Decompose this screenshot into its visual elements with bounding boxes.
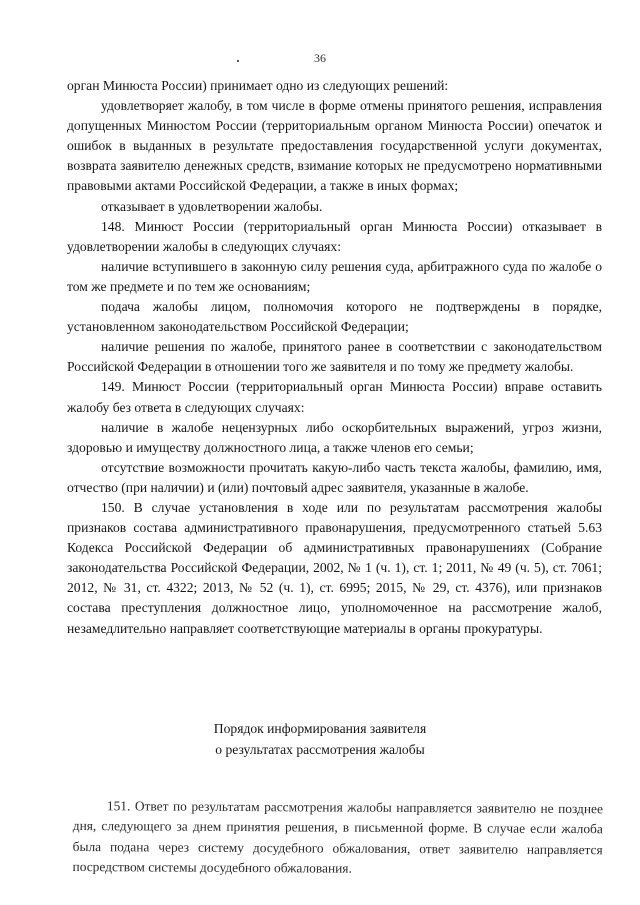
paragraph: отказывает в удовлетворении жалобы.: [101, 198, 323, 214]
paragraph: 150. В случае установления в ходе или по результатам рассмотрения жалобы признаков состава административного правонарушения, предусмотренного статьей 5.63 Кодекса Российской Федерации об административных правонарушениях (Собрание законодательства Российской Федерации, 2002, № 1 (ч. 1), ст. 1; 2011, № 49 (ч. 5), ст. 7061; 2012, № 31, ст. 4322; 2013, № 52 (ч. 1), ст. 6995; 2015, № 29, ст. 4376), или признаков состава преступления должностное лицо, уполномоченное на рассмотрение жалоб, незамедлительно направляет соответствующие материалы в органы прокуратуры.: [67, 499, 602, 636]
paragraph: 148. Минюст России (территориальный орган Минюста России) отказывает в удовлетворении жалобы в следующих случаях:: [67, 218, 602, 254]
paragraph: 149. Минюст России (территориальный орган Минюста России) вправе оставить жалобу без ответа в следующих случаях:: [67, 379, 602, 415]
scan-speck: [237, 60, 239, 62]
section-heading-line: Порядок информирования заявителя: [213, 721, 427, 736]
paragraph: удовлетворяет жалобу, в том числе в форме отмены принятого решения, исправления допущенных Минюстом России (территориальным органом Минюста России) опечаток и ошибок в выданных в результате предоставления государственной услуги документах, возврата заявителю денежных средств, взимание которых не предусмотрено нормативными правовыми актами Российской Федерации, а также в иных формах;: [67, 98, 602, 194]
section-heading-line: о результатах рассмотрения жалобы: [215, 742, 425, 757]
section-heading: [0, 718, 640, 760]
page-number: 36: [314, 51, 326, 65]
paragraph: орган Минюста России) принимает одно из следующих решений:: [67, 78, 449, 93]
paragraph: наличие вступившего в законную силу решения суда, арбитражного суда по жалобе о том же предмете и по тем же основаниям;: [67, 258, 602, 294]
paragraph: отсутствие возможности прочитать какую-либо часть текста жалобы, фамилию, имя, отчество (при наличии) и (или) почтовый адрес заявителя, указанные в жалобе.: [67, 459, 602, 495]
final-section: [73, 796, 603, 881]
paragraph: наличие в жалобе нецензурных либо оскорбительных выражений, угроз жизни, здоровью и имуществу должностного лица, а также членов его семьи;: [67, 419, 602, 455]
paragraph: подача жалобы лицом, полномочия которого не подтверждены в порядке, установленном законодательством Российской Федерации;: [67, 299, 602, 335]
paragraph: 151. Ответ по результатам рассмотрения жалобы направляется заявителю не позднее дня, следующего за днем принятия решения, в письменной форме. В случае если жалоба была подана через систему досудебного обжалования, ответ заявителю направляется посредством системы досудебного обжалования.: [72, 798, 603, 876]
paragraph: наличие решения по жалобе, принятого ранее в соответствии с законодательством Российской Федерации в отношении того же заявителя и по тому же предмету жалобы.: [67, 339, 602, 375]
document-body: [67, 76, 602, 639]
